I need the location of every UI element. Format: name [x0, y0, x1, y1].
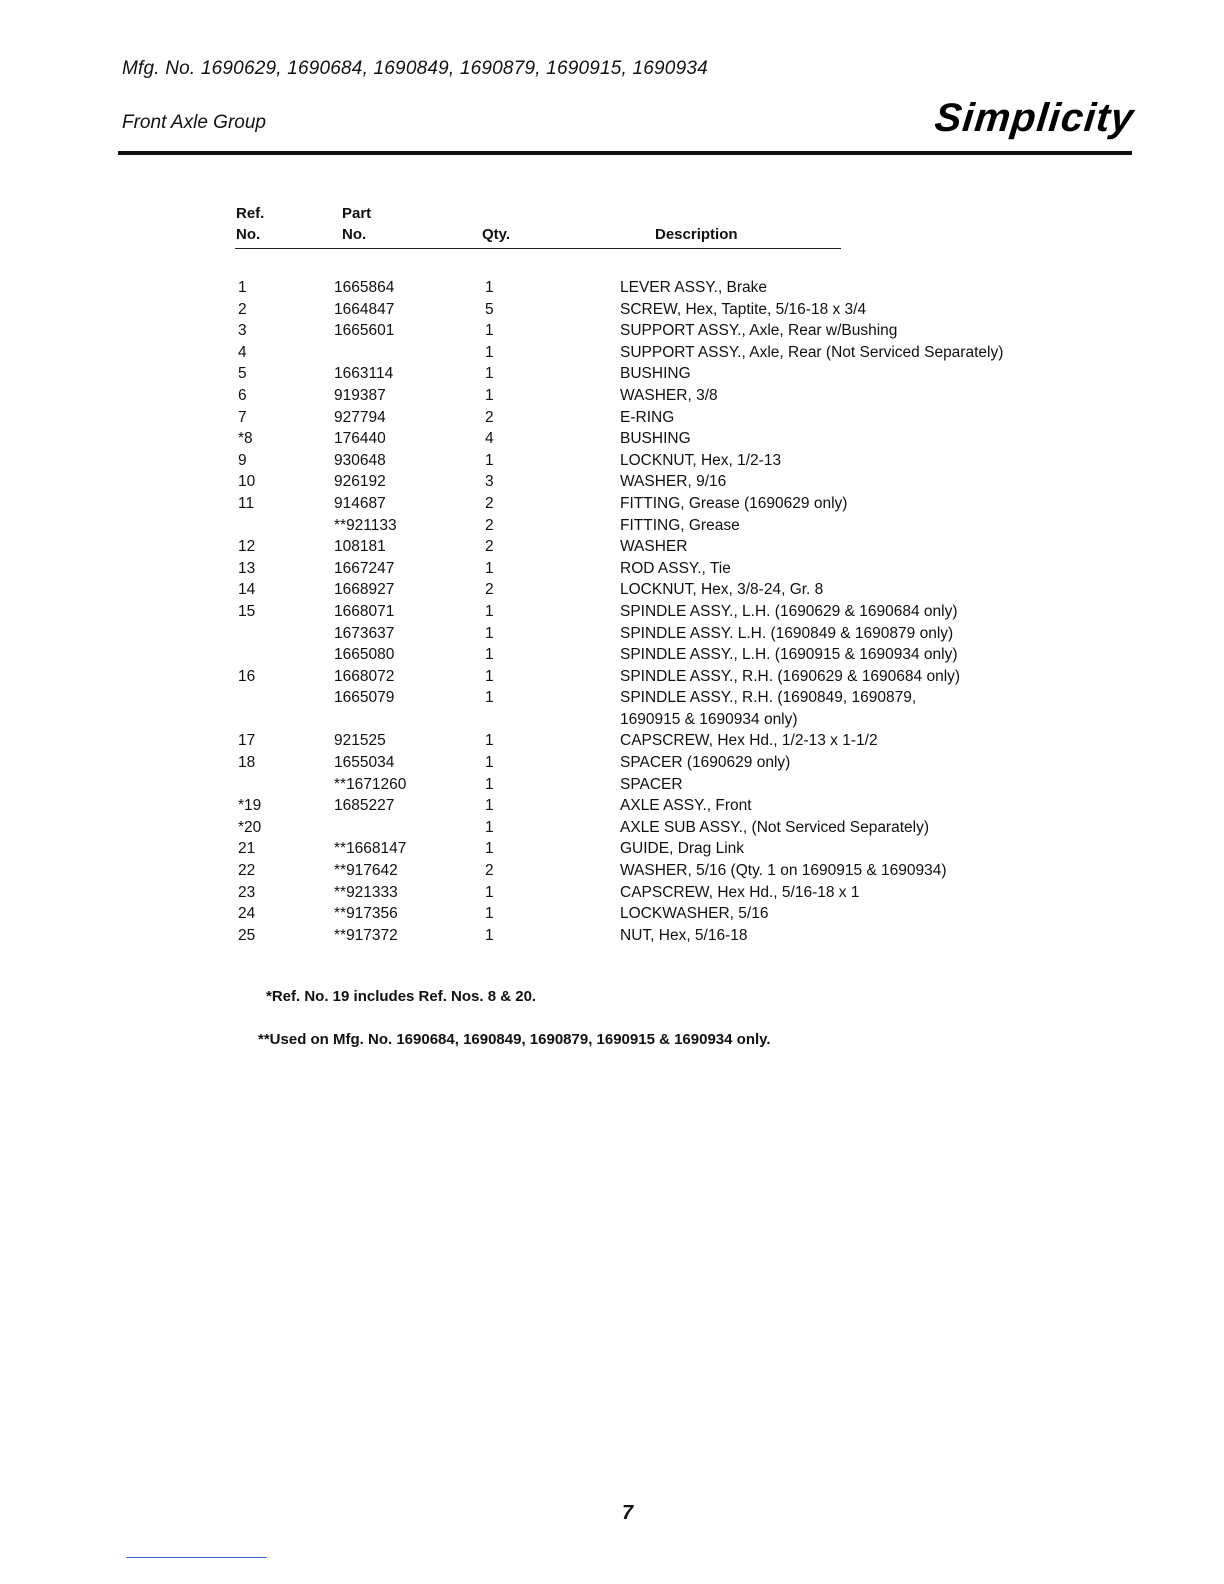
ref-cell: 13 [238, 559, 256, 577]
part-number-cell: 1665601 [334, 322, 395, 340]
part-number-cell: **1668147 [334, 840, 407, 858]
qty-cell: 1 [485, 689, 494, 707]
description-cell: CAPSCREW, Hex Hd., 5/16-18 x 1 [620, 883, 860, 901]
qty-cell: 1 [485, 451, 494, 469]
ref-cell: 7 [238, 408, 247, 426]
part-number-cell [334, 709, 477, 731]
table-row [232, 579, 1090, 601]
table-row [232, 299, 1090, 321]
header-part-top: Part [342, 205, 372, 222]
part-number-cell: 1665864 [334, 279, 395, 296]
ref-cell [232, 709, 334, 731]
qty-cell: 2 [485, 538, 494, 556]
header-ref-top: Ref. [236, 205, 265, 222]
table-row [232, 925, 1090, 947]
ref-cell: 18 [238, 754, 256, 772]
description-cell: WASHER, 3/8 [620, 386, 718, 404]
ref-cell [232, 644, 334, 666]
qty-cell: 1 [485, 602, 494, 620]
qty-cell: 1 [485, 322, 494, 340]
ref-cell: 3 [238, 322, 247, 340]
part-number-cell: 1668927 [334, 581, 395, 599]
qty-cell: 1 [485, 754, 494, 772]
ref-cell: *19 [238, 797, 262, 815]
ref-cell: 6 [238, 386, 247, 404]
ref-cell: 17 [238, 732, 256, 750]
part-number-cell: 1673637 [334, 624, 395, 642]
ref-cell [232, 687, 334, 709]
parts-table [232, 277, 1090, 946]
ref-cell: 9 [238, 451, 247, 469]
table-row [232, 385, 1090, 407]
qty-cell [477, 709, 620, 731]
qty-cell: 4 [485, 430, 494, 448]
description-cell: GUIDE, Drag Link [620, 840, 745, 858]
description-cell: 1690915 & 1690934 only) [620, 710, 798, 728]
mfg-numbers: Mfg. No. 1690629, 1690684, 1690849, 1690879, 1690915, 1690934 [122, 58, 708, 79]
ref-cell: 22 [238, 862, 256, 880]
ref-cell: 11 [238, 494, 255, 512]
ref-cell [232, 623, 334, 645]
table-row [232, 817, 1090, 839]
table-row [232, 363, 1090, 385]
description-cell: LOCKNUT, Hex, 1/2-13 [620, 451, 782, 469]
part-number-cell: 1667247 [334, 559, 395, 577]
qty-cell: 1 [485, 343, 494, 361]
qty-cell: 1 [485, 840, 494, 858]
section-title: Front Axle Group [122, 112, 266, 133]
ref-cell: *20 [238, 818, 262, 836]
description-cell: SPACER (1690629 only) [620, 754, 791, 772]
table-row [232, 838, 1090, 860]
part-number-cell: 1665079 [334, 689, 395, 707]
part-number-cell: 914687 [334, 494, 386, 512]
ref-cell: 25 [238, 926, 256, 944]
ref-cell: 2 [238, 300, 247, 318]
ref-cell: 15 [238, 602, 256, 620]
ref-cell: *8 [238, 430, 253, 448]
table-row [232, 860, 1090, 882]
table-row [232, 730, 1090, 752]
description-cell: ROD ASSY., Tie [620, 559, 731, 577]
description-cell: FITTING, Grease [620, 516, 740, 534]
table-row [232, 450, 1090, 472]
qty-cell: 2 [485, 516, 494, 534]
description-cell: BUSHING [620, 365, 691, 383]
ref-cell: 12 [238, 538, 256, 556]
part-number-cell: 1663114 [334, 365, 394, 383]
part-number-cell [334, 817, 477, 839]
ref-cell: 10 [238, 473, 256, 491]
part-number-cell: 921525 [334, 732, 386, 750]
qty-cell: 3 [485, 473, 494, 491]
table-row [232, 471, 1090, 493]
header-underline [235, 248, 841, 249]
qty-cell: 1 [485, 365, 494, 383]
header-part [342, 203, 371, 245]
table-row [232, 774, 1090, 796]
table-row [232, 601, 1090, 623]
qty-cell: 1 [485, 667, 494, 685]
part-number-cell [334, 342, 477, 364]
part-number-cell: **917372 [334, 926, 398, 944]
header-part-bottom: No. [342, 226, 367, 243]
qty-cell: 1 [485, 279, 494, 296]
table-row [232, 752, 1090, 774]
table-row [232, 407, 1090, 429]
ref-cell: 14 [238, 581, 256, 599]
part-number-cell: 930648 [334, 451, 386, 469]
ref-cell: 16 [238, 667, 256, 685]
part-number-cell: 1668072 [334, 667, 395, 685]
description-cell: LOCKNUT, Hex, 3/8-24, Gr. 8 [620, 581, 824, 599]
table-row [232, 795, 1090, 817]
description-cell: WASHER, 5/16 (Qty. 1 on 1690915 & 1690934) [620, 862, 947, 880]
table-row [232, 428, 1090, 450]
table-row [232, 515, 1090, 537]
ref-cell: 23 [238, 883, 256, 901]
table-row [232, 687, 1090, 709]
footer-line [126, 1557, 267, 1558]
part-number-cell: **1671260 [334, 775, 407, 793]
part-number-cell: **917356 [334, 905, 398, 923]
description-cell: SUPPORT ASSY., Axle, Rear (Not Serviced Separately) [620, 343, 1004, 361]
description-cell: CAPSCREW, Hex Hd., 1/2-13 x 1-1/2 [620, 732, 878, 750]
qty-cell: 1 [485, 905, 494, 923]
part-number-cell: 1665080 [334, 646, 395, 664]
table-row [232, 623, 1090, 645]
table-row [232, 644, 1090, 666]
ref-cell [232, 515, 334, 537]
qty-cell: 2 [485, 408, 494, 426]
qty-cell: 2 [485, 581, 494, 599]
part-number-cell: 927794 [334, 408, 386, 426]
description-cell: WASHER [620, 538, 688, 556]
header-rule [118, 151, 1132, 155]
table-row [232, 536, 1090, 558]
part-number-cell: 1655034 [334, 754, 395, 772]
ref-cell: 1 [238, 279, 247, 296]
part-number-cell: 176440 [334, 430, 386, 448]
ref-cell: 4 [238, 343, 247, 361]
header-ref-bottom: No. [236, 226, 261, 243]
part-number-cell: 1664847 [334, 300, 395, 318]
table-row [232, 277, 1090, 299]
table-row [232, 493, 1090, 515]
table-row [232, 320, 1090, 342]
part-number-cell: 1668071 [334, 602, 395, 620]
footnote-ref-19: *Ref. No. 19 includes Ref. Nos. 8 & 20. [266, 988, 537, 1005]
qty-cell: 1 [485, 624, 494, 642]
description-cell: AXLE ASSY., Front [620, 797, 752, 815]
qty-cell: 1 [485, 732, 494, 750]
table-row [232, 342, 1090, 364]
qty-cell: 2 [485, 494, 494, 512]
qty-cell: 1 [485, 797, 494, 815]
table-row [232, 709, 1090, 731]
part-number-cell: **921333 [334, 883, 398, 901]
part-number-cell: 108181 [334, 538, 386, 556]
table-row [232, 882, 1090, 904]
description-cell: FITTING, Grease (1690629 only) [620, 494, 848, 512]
part-number-cell: 926192 [334, 473, 386, 491]
description-cell: E-RING [620, 408, 675, 426]
part-number-cell: **917642 [334, 862, 398, 880]
description-cell: SUPPORT ASSY., Axle, Rear w/Bushing [620, 322, 898, 340]
part-number-cell: 919387 [334, 386, 386, 404]
description-cell: SPACER [620, 775, 683, 793]
brand-logo: Simplicity [932, 96, 1137, 140]
description-cell: AXLE SUB ASSY., (Not Serviced Separately) [620, 818, 930, 836]
qty-cell: 1 [485, 818, 494, 836]
header-description: Description [655, 226, 738, 243]
ref-cell: 21 [238, 840, 256, 858]
qty-cell: 5 [485, 300, 494, 318]
header-qty: Qty. [482, 226, 511, 243]
qty-cell: 1 [485, 559, 494, 577]
ref-cell [232, 774, 334, 796]
description-cell: SPINDLE ASSY., L.H. (1690629 & 1690684 only) [620, 602, 958, 620]
footnote-used-on: **Used on Mfg. No. 1690684, 1690849, 1690879, 1690915 & 1690934 only. [258, 1031, 771, 1048]
description-cell: LEVER ASSY., Brake [620, 279, 768, 296]
qty-cell: 2 [485, 862, 494, 880]
qty-cell: 1 [485, 883, 494, 901]
description-cell: NUT, Hex, 5/16-18 [620, 926, 748, 944]
part-number-cell: **921133 [334, 516, 397, 534]
table-row [232, 558, 1090, 580]
table-row [232, 903, 1090, 925]
page-number: 7 [622, 1502, 634, 1524]
header-ref [236, 203, 264, 245]
description-cell: LOCKWASHER, 5/16 [620, 905, 769, 923]
description-cell: SPINDLE ASSY., L.H. (1690915 & 1690934 only) [620, 646, 958, 664]
description-cell: WASHER, 9/16 [620, 473, 727, 491]
qty-cell: 1 [485, 926, 494, 944]
description-cell: SCREW, Hex, Taptite, 5/16-18 x 3/4 [620, 300, 867, 318]
description-cell: SPINDLE ASSY. L.H. (1690849 & 1690879 only) [620, 624, 954, 642]
description-cell: SPINDLE ASSY., R.H. (1690849, 1690879, [620, 689, 917, 707]
description-cell: BUSHING [620, 430, 691, 448]
qty-cell: 1 [485, 646, 494, 664]
ref-cell: 24 [238, 905, 256, 923]
table-row [232, 666, 1090, 688]
qty-cell: 1 [485, 775, 494, 793]
qty-cell: 1 [485, 386, 494, 404]
ref-cell: 5 [238, 365, 247, 383]
part-number-cell: 1685227 [334, 797, 395, 815]
description-cell: SPINDLE ASSY., R.H. (1690629 & 1690684 only) [620, 667, 961, 685]
